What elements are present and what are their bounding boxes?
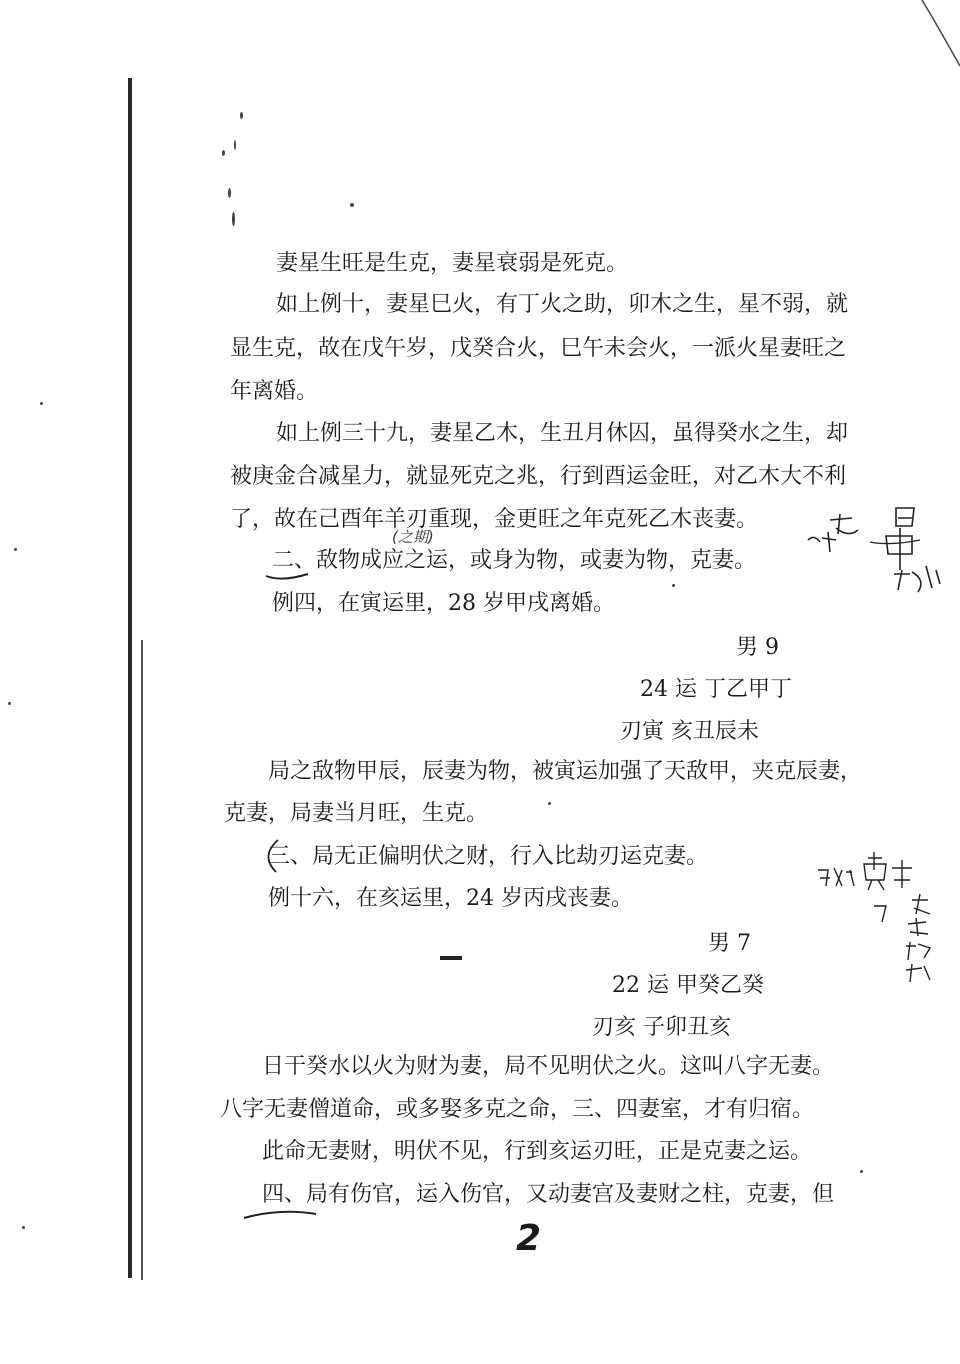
scan-speck xyxy=(8,702,11,705)
chart2-gender: 男 7 xyxy=(708,931,751,956)
body-line-3: 显生克，故在戊午岁，戊癸合火，巳午未会火，一派火星妻旺之 xyxy=(230,336,847,361)
scan-speck xyxy=(672,584,675,587)
body-line-9: 局之敌物甲辰，辰妻为物，被寅运加强了天敌甲，夹克辰妻， xyxy=(268,759,863,784)
body-line-4: 年离婚。 xyxy=(230,379,319,404)
handwritten-margin-scribble-1 xyxy=(800,500,950,600)
scan-speck xyxy=(222,150,225,156)
scan-speck xyxy=(228,188,231,198)
handwritten-underline-2 xyxy=(240,1206,320,1222)
chart2-stems: 22 运 甲癸乙癸 xyxy=(612,973,764,998)
scan-speck xyxy=(860,1170,863,1173)
scan-speck xyxy=(234,140,236,150)
body-line-10: 克妻，局妻当月旺，生克。 xyxy=(224,801,489,826)
handwritten-margin-scribble-2 xyxy=(812,850,952,1000)
body-line-example-4: 例四，在寅运里，28 岁甲戌离婚。 xyxy=(272,591,615,616)
scan-speck xyxy=(232,212,235,226)
body-line-15: 此命无妻财，明伏不见，行到亥运刃旺，正是克妻之运。 xyxy=(262,1139,813,1164)
chart1-branches: 刃寅 亥丑辰未 xyxy=(620,719,759,744)
body-line-2: 如上例十，妻星巳火，有丁火之助，卯木之生，星不弱，就 xyxy=(276,292,849,317)
section-heading-4: 四、局有伤官，运入伤官，又动妻宫及妻财之柱，克妻，但 xyxy=(262,1182,835,1207)
scan-speck xyxy=(548,802,551,805)
binding-edge-line-lower xyxy=(141,640,143,1280)
handwritten-underline xyxy=(262,568,312,582)
body-line-13: 日干癸水以火为财为妻，局不见明伏之火。这叫八字无妻。 xyxy=(262,1054,835,1079)
handwritten-bracket xyxy=(258,836,282,876)
body-line-5: 如上例三十九，妻星乙木，生丑月休囚，虽得癸水之生，却 xyxy=(276,421,849,446)
scan-speck xyxy=(240,112,243,119)
body-line-7: 了，故在己酉年羊刃重现，金更旺之年克死乙木丧妻。 xyxy=(230,507,759,532)
body-line-example-16: 例十六，在亥运里，24 岁丙戌丧妻。 xyxy=(268,886,633,911)
scan-speck xyxy=(14,548,17,551)
body-line-6: 被庚金合减星力，就显死克之兆，行到酉运金旺，对乙木大不利 xyxy=(230,464,847,489)
chart2-branches: 刃亥 子卯丑亥 xyxy=(592,1015,731,1040)
section-heading-3: 三、局无正偏明伏之财，行入比劫刃运克妻。 xyxy=(268,844,709,869)
scan-speck xyxy=(22,1226,25,1229)
handwritten-note-above-heading: (之期) xyxy=(392,528,434,546)
section-heading-2: 二、敌物成应之运，或身为物，或妻为物，克妻。 xyxy=(272,548,757,573)
page-number: 2 xyxy=(516,1218,542,1259)
binding-edge-line xyxy=(128,78,132,1278)
chart1-gender: 男 9 xyxy=(736,635,779,660)
body-line-1: 妻星生旺是生克，妻星衰弱是死克。 xyxy=(276,251,629,276)
page-corner-curve xyxy=(920,0,960,70)
handwritten-dash xyxy=(440,956,462,960)
body-line-14: 八字无妻僧道命，或多娶多克之命，三、四妻室，才有归宿。 xyxy=(220,1097,815,1122)
scan-speck xyxy=(40,402,43,405)
chart1-stems: 24 运 丁乙甲丁 xyxy=(640,677,792,702)
scan-speck xyxy=(350,203,354,207)
